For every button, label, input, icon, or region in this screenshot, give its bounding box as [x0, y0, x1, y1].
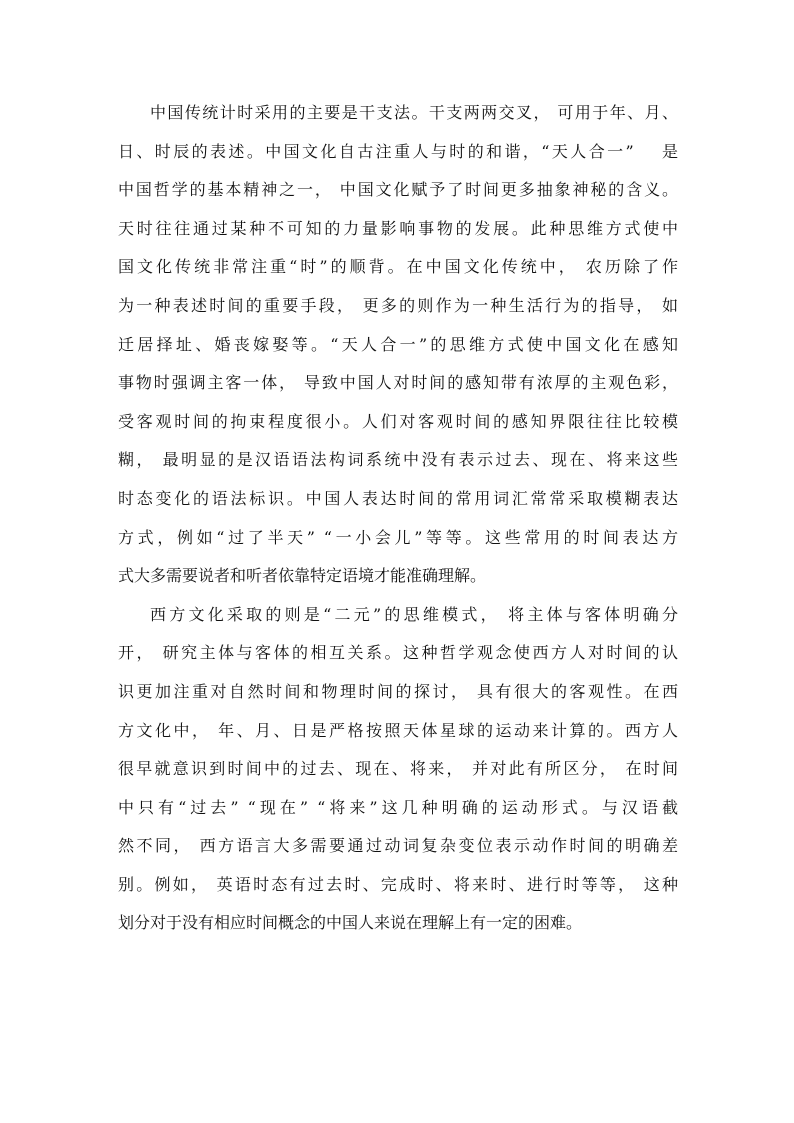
- line-text: 很早就意识到时间中的过去、现在、将来， 并对此有所区分， 在时间: [118, 759, 678, 779]
- line-text: 时态变化的语法标识。中国人表达时间的常用词汇常常采取模糊表达: [118, 488, 678, 508]
- line-text: 中只有“过去” “现在” “将来”这几种明确的运动形式。与汉语截: [118, 797, 678, 817]
- text-line: [118, 248, 678, 287]
- line-text: 中国哲学的基本精神之一， 中国文化赋予了时间更多抽象神秘的含义。: [118, 180, 678, 200]
- text-line: [118, 480, 678, 519]
- text-line: [118, 673, 678, 712]
- line-text: 糊， 最明显的是汉语语法构词系统中没有表示过去、现在、将来这些: [118, 450, 678, 470]
- line-text: 划分对于没有相应时间概念的中国人来说在理解上有一定的困难。: [118, 913, 583, 933]
- paragraph-western-time: [118, 596, 678, 943]
- text-line: [118, 557, 678, 596]
- text-line: [118, 210, 678, 249]
- line-text: 迁居择址、婚丧嫁娶等。“天人合一”的思维方式使中国文化在感知: [118, 334, 678, 354]
- line-text: 国文化传统非常注重“时”的顺背。在中国文化传统中， 农历除了作: [118, 257, 678, 277]
- text-line: [118, 789, 678, 828]
- text-line: [118, 171, 678, 210]
- line-text: 为一种表述时间的重要手段， 更多的则作为一种生活行为的指导， 如: [118, 295, 678, 315]
- text-line: [118, 326, 678, 365]
- line-text: 方文化中， 年、月、日是严格按照天体星球的运动来计算的。西方人: [118, 720, 678, 740]
- line-text: 日、时辰的表述。中国文化自古注重人与时的和谐，“天人合一” 是: [118, 141, 678, 161]
- line-text: 方式，例如“过了半天” “一小会儿”等等。这些常用的时间表达方: [118, 527, 678, 547]
- line-text: 识更加注重对自然时间和物理时间的探讨， 具有很大的客观性。在西: [118, 681, 678, 701]
- line-text: 别。例如， 英语时态有过去时、完成时、将来时、进行时等等， 这种: [118, 874, 678, 894]
- text-line: [118, 596, 678, 635]
- text-line: [118, 827, 678, 866]
- paragraph-chinese-time: [118, 94, 678, 596]
- line-text: 事物时强调主客一体， 导致中国人对时间的感知带有浓厚的主观色彩，: [118, 373, 678, 393]
- text-line: [118, 519, 678, 558]
- line-text: 式大多需要说者和听者依靠特定语境才能准确理解。: [118, 566, 487, 586]
- text-line: [118, 133, 678, 172]
- line-text: 受客观时间的拘束程度很小。人们对客观时间的感知界限往往比较模: [118, 411, 678, 431]
- document-body: [118, 94, 678, 943]
- text-line: [118, 634, 678, 673]
- text-line: [118, 403, 678, 442]
- line-text: 开， 研究主体与客体的相互关系。这种哲学观念使西方人对时间的认: [118, 643, 678, 663]
- line-text: 然不同， 西方语言大多需要通过动词复杂变位表示动作时间的明确差: [118, 836, 678, 856]
- line-text: 天时往往通过某种不可知的力量影响事物的发展。此种思维方式使中: [118, 218, 678, 238]
- text-line: [118, 287, 678, 326]
- text-line: [118, 866, 678, 905]
- line-text: 中国传统计时采用的主要是干支法。干支两两交叉， 可用于年、月、: [150, 103, 678, 122]
- line-text: 西方文化采取的则是“二元”的思维模式， 将主体与客体明确分: [150, 604, 678, 624]
- text-line: [118, 904, 678, 943]
- text-line: [118, 750, 678, 789]
- text-line: [118, 94, 678, 133]
- text-line: [118, 712, 678, 751]
- text-line: [118, 364, 678, 403]
- text-line: [118, 441, 678, 480]
